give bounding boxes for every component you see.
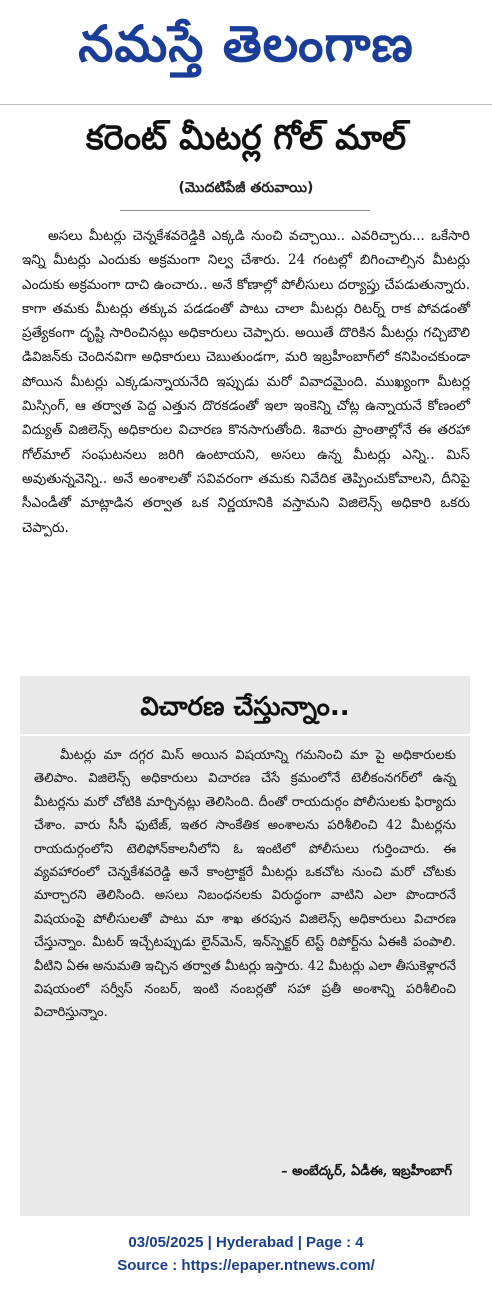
article-body: అసలు మీటర్లు చెన్నకేశవరెడ్డికి ఎక్కడి నుంచి వచ్చాయి.. ఎవరిచ్చారు... ఒకేసారి ఇన్ని మీటర్లు ఎందుకు అక్రమంగా నిల్వ చేశారు. 24 గంటల్లో బిగించాల్సిన మీటర్లు ఎందుకు అక్రమంగా దాచి ఉంచారు.. అనే కోణాల్లో పోలీసులు దర్యాప్తు చేపడుతున్నారు. కాగా తమకు మీటర్లు తక్కువ పడడంతో పాటు చాలా మీటర్లు రిటర్న్ రాక పోవడంతో ప్రత్యేకంగా దృష్టి సారించినట్లు అధికారులు చెప్పారు. అయితే దొరికిన మీటర్లు గచ్చిబౌలి డివిజన్‌కు చెందినవిగా అధికారులు చెబుతుండగా, మరి ఇబ్రహీంబాగ్‌లో కనిపించకుండా పోయిన మీటర్లు ఎక్కడున్నాయనేది ఇప్పుడు మరో వివాదమైంది. ముఖ్యంగా మీటర్ల మిస్సింగ్, ఆ తర్వాత పెద్ద ఎత్తున దొరకడంతో ఇలా ఇంకెన్ని చోట్ల ఉన్నాయనే కోణంలో విద్యుత్ విజిలెన్స్ అధికారుల విచారణ కొనసాగుతోంది. శివారు ప్రాంతాల్లోనే ఈ తరహా గోల్‌మాల్ సంఘటనలు జరిగి ఉంటాయని, అసలు ఉన్న మీటర్లు ఎన్ని.. మిస్ అవుతున్నవెన్ని.. అనే అంశాలతో సవివరంగా తమకు నివేదిక తెప్పించుకోవాలని, దీనిపై సీఎండీతో మాట్లాడిన తర్వాత ఒక నిర్ణయానికి వస్తామని విజిలెన్స్ అధికారి ఒకరు చెప్పారు. bbox=[22, 228, 470, 536]
sidebar-box-body: మీటర్లు మా దగ్గర మిస్ అయిన విషయాన్ని గమనించి మా పై అధికారులకు తెలిపాం. విజిలెన్స్ అధికారులు విచారణ చేసే క్రమంలోనే టెలీకంనగర్‌లో ఉన్న మీటర్లను మరో చోటికి మార్చినట్లు తెలిసింది. దీంతో రాయదుర్గం పోలీసులకు ఫిర్యాదు చేశాం. వారు సీసీ ఫుటేజ్, ఇతర సాంకేతిక అంశాలను పరిశీలించి 42 మీటర్లను రాయదుర్గంలోని టెలిఫోన్‌కాలనీలోని ఓ ఇంటిలో పోలీసులు గుర్తించారు. ఈ వ్యవహారంలో చెన్నకేశవరెడ్డి అనే కాంట్రాక్టరే మీటర్లు ఒకచోట నుంచి మరో చోటకు మార్చారని తెలిసింది. అసలు నిబంధనలకు విరుద్ధంగా వాటిని ఎలా పొందారనే విషయంపై పోలీసులతో పాటు మా శాఖ తరపున విజిలెన్స్ అధికారులు విచారణ చేస్తున్నాం. మీటర్ ఇచ్చేటప్పుడు లైన్‌మెన్, ఇన్‌స్పెక్టర్ టెస్ట్ రిపోర్ట్‌ను ఏఈకి పంపాలి. వీటిని ఏఈ అనుమతి ఇచ్చిన తర్వాత మీటర్లు ఇస్తారు. 42 మీటర్లు ఎలా తీసుకెళ్లారనే విషయంలో సర్వీస్ నంబర్, ఇంటి నంబర్లతో సహా ప్రతీ అంశాన్ని పరిశీలించి విచారిస్తున్నాం. bbox=[34, 748, 456, 1021]
footer-date-line: 03/05/2025 | Hyderabad | Page : 4 bbox=[128, 1234, 364, 1251]
masthead-divider bbox=[0, 104, 492, 105]
article-headline: కరెంట్ మీటర్ల గోల్ మాల్ bbox=[85, 118, 407, 158]
continuation-divider bbox=[120, 210, 370, 211]
footer-source-line: Source : https://epaper.ntnews.com/ bbox=[117, 1257, 375, 1274]
newspaper-logo: నమస్తే తెలంగాణ bbox=[78, 14, 414, 73]
masthead bbox=[0, 0, 492, 100]
sidebar-box-divider bbox=[20, 734, 470, 736]
sidebar-box-title: విచారణ చేస్తున్నాం.. bbox=[140, 692, 350, 722]
continuation-note: (మొదటిపేజీ తరువాయి) bbox=[178, 180, 314, 196]
sidebar-box bbox=[20, 676, 470, 1216]
sidebar-box-attribution: – అంబేద్కర్, ఏడీఈ, ఇబ్రహీంబాగ్ bbox=[281, 1164, 452, 1179]
